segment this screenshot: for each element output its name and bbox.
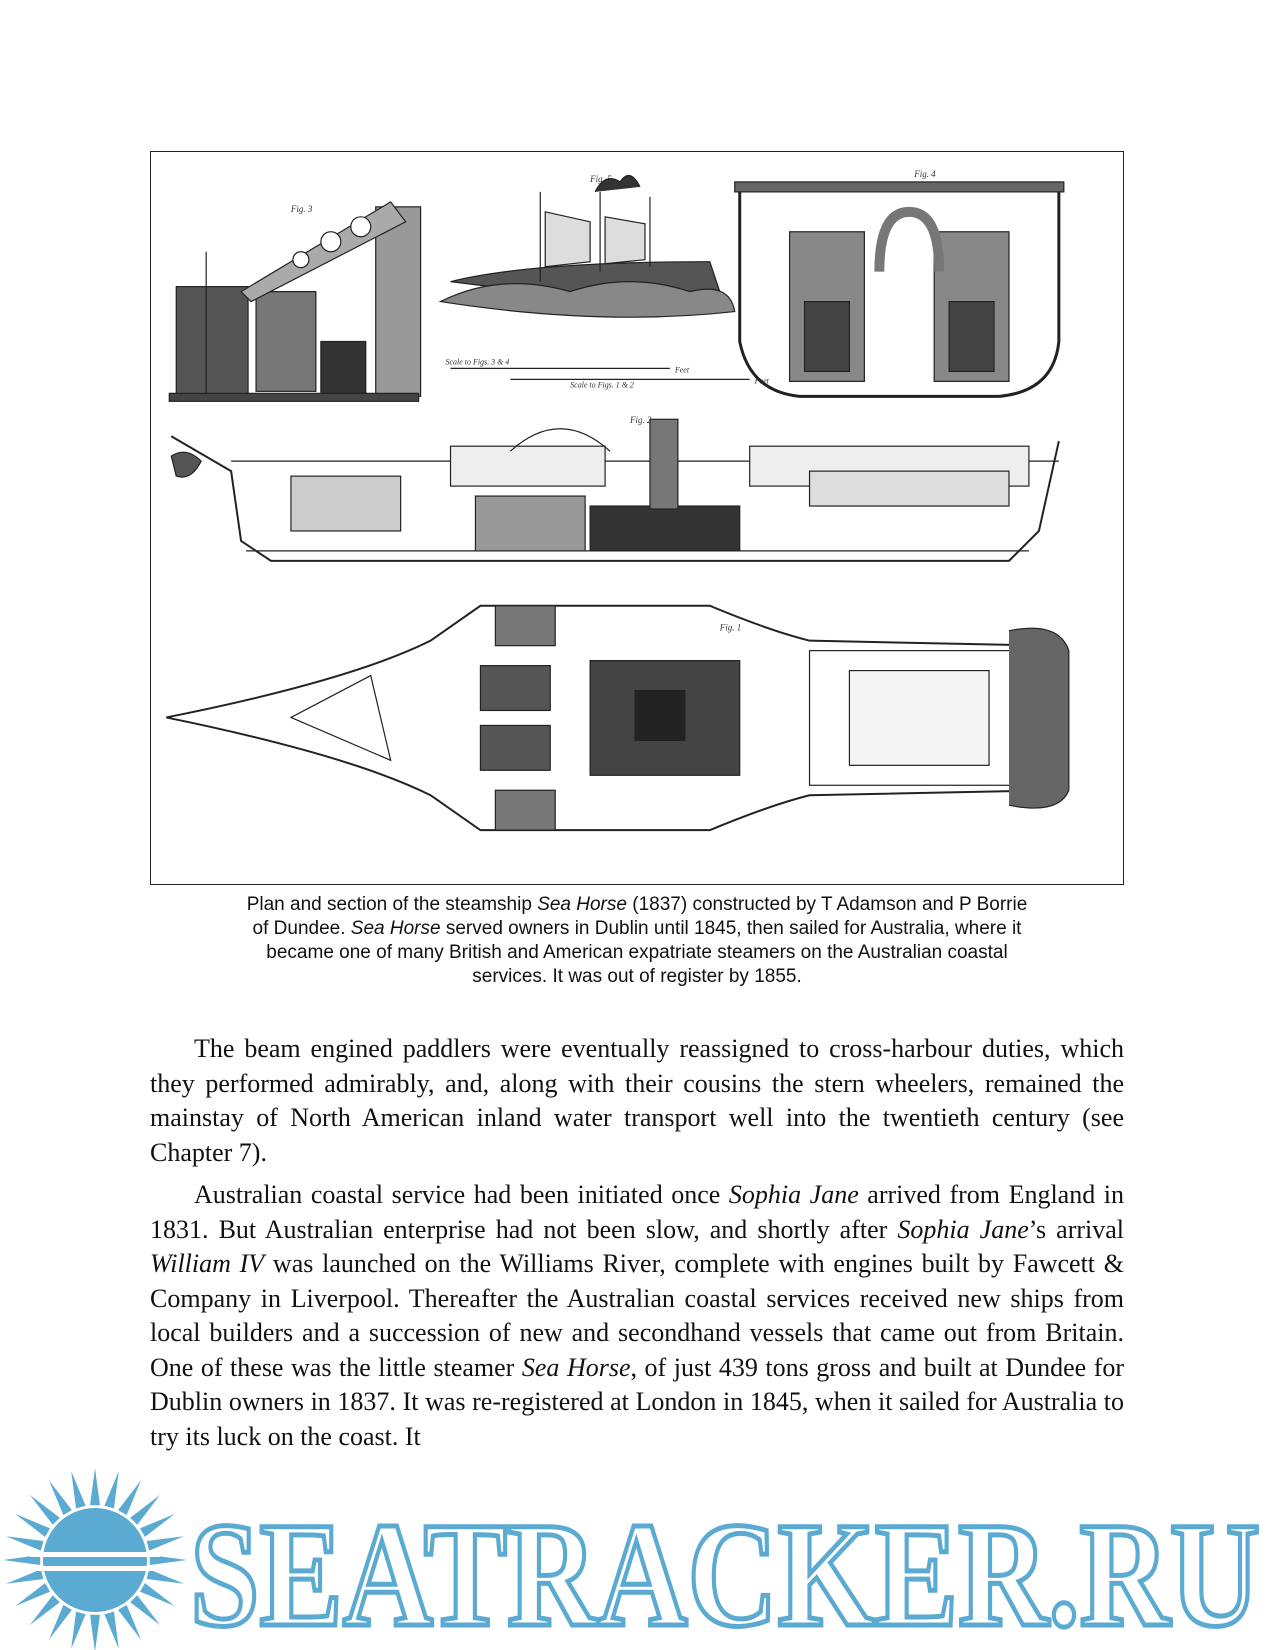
svg-text:Fig. 5: Fig. 5 [590,173,612,184]
svg-text:Fig. 4: Fig. 4 [914,168,936,179]
beam-engine-drawing [169,202,420,401]
paragraph-1: The beam engined paddlers were eventually reassigned to cross-harbour duties, which they performed admirably, and, along with their cousins the stern wheelers, remained the mainstay of North American inland water transport well into the twentieth century (see Chapter 7). [150,1034,1124,1167]
caption-line-1: Plan and section of the steamship Sea Horse (1837) constructed by T Adamson and P Borrie [246,894,1028,915]
svg-text:Scale to Figs. 1 & 2: Scale to Figs. 1 & 2 [570,380,634,390]
watermark-logo [0,1440,1275,1650]
ship-engraving [151,152,1123,884]
svg-text:Fig. 1: Fig. 1 [719,622,742,633]
hull-cross-section-drawing [735,169,1064,396]
svg-text:Fig. 3: Fig. 3 [290,203,313,214]
ship-name: Sophia Jane [728,1180,859,1209]
ship-engraving-figure [150,151,1124,885]
paragraph-2: Australian coastal service had been initiated once Sophia Jane arrived from England in 1831. But Australian enterprise had not been slow, and shortly after Sophia Jane’s arrival William IV was launched on the Williams River, complete with engines built by Fawcett & Company in Liverpool. Thereafter the Australian coastal services received new ships from local builders and a succession of new and secondhand vessels that came out from Britain. One of these was the little steamer Sea Horse, of just 439 tons gross and built at Dundee for Dublin owners in 1837. It was re-registered at London in 1845, when it sailed for Australia to try its luck on the coast. It [150,1180,1125,1451]
svg-text:Scale to Figs. 3 & 4: Scale to Figs. 3 & 4 [445,357,510,367]
ship-at-sea-drawing [441,174,770,389]
caption-line-3: became one of many British and American expatriate steamers on the Australian coastal [266,942,1008,963]
svg-text:Fig. 2: Fig. 2 [630,415,652,426]
figure-caption [140,893,1134,989]
longitudinal-section-drawing [171,415,1059,561]
deck-plan-drawing [166,606,1069,830]
ship-name: Sea Horse [521,1352,631,1382]
sun-icon [3,1468,187,1650]
caption-ship-name: Sea Horse [350,918,441,939]
watermark [0,1440,1275,1650]
body-text [150,1032,1124,1462]
svg-text:Feet: Feet [674,365,690,375]
caption-ship-name: Sea Horse [537,894,627,915]
svg-text:Feet: Feet [754,376,769,386]
ship-name: William IV [150,1249,265,1278]
caption-line-4: services. It was out of register by 1855. [472,966,802,987]
ship-name: Sophia Jane [897,1214,1029,1244]
caption-line-2: of Dundee. Sea Horse served owners in Dublin until 1845, then sailed for Australia, where it [252,918,1022,939]
watermark-text: SEATRACKER.RU [190,1492,1260,1650]
